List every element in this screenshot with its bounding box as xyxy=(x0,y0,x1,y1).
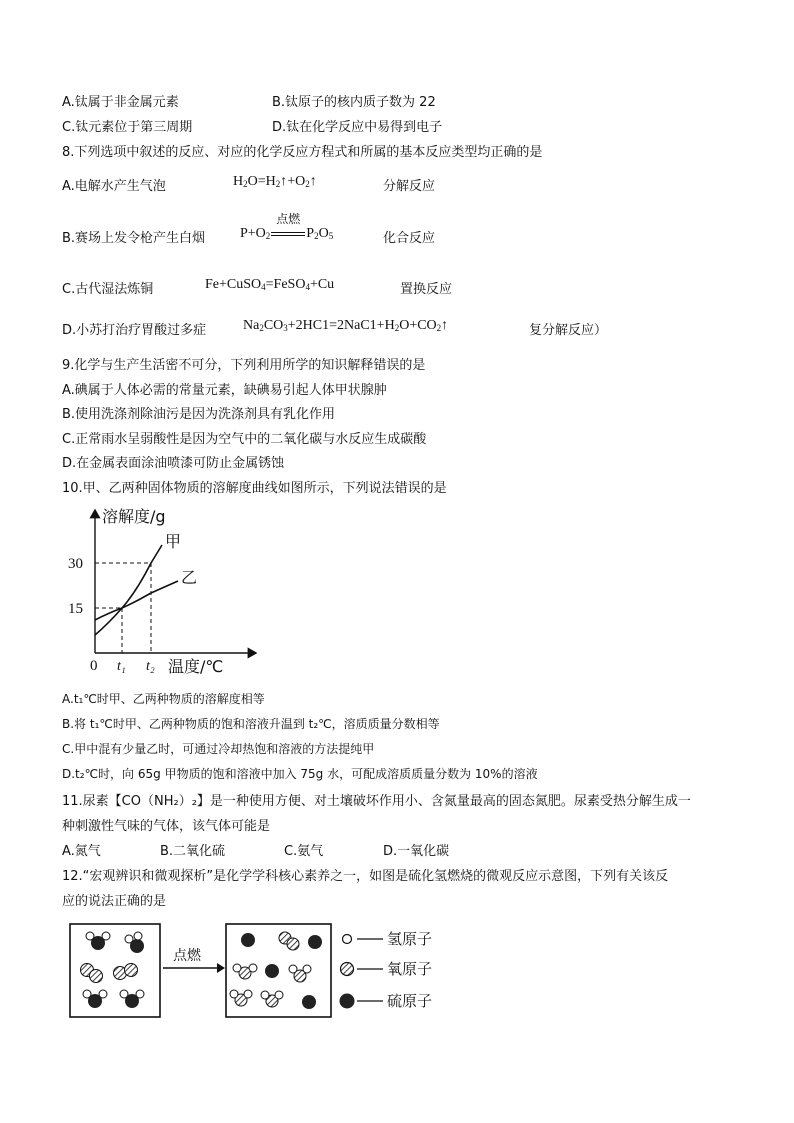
series-label: 乙 xyxy=(181,568,198,587)
reaction-condition: 点燃 xyxy=(173,948,201,964)
q9-option-d: D.在金属表面涂油喷漆可防止金属锈蚀 xyxy=(62,456,285,471)
q9-option-c: C.正常雨水呈弱酸性是因为空气中的二氧化碳与水反应生成碳酸 xyxy=(62,432,427,447)
q10-stem: 10.甲、乙两种固体物质的溶解度曲线如图所示，下列说法错误的是 xyxy=(62,481,447,496)
sulfur-atom xyxy=(241,933,255,947)
sulfur-atom xyxy=(308,935,322,949)
q11-option-d: D.一氧化碳 xyxy=(383,844,450,859)
q8-option-a-label: A.电解水产生气泡 xyxy=(62,179,166,194)
q8-option-b-equation: $P+O_2$ 点燃 $P_2O_5$ xyxy=(240,212,334,241)
q11-stem-line2: 种刺激性气味的气体，该气体可能是 xyxy=(62,819,271,834)
q7-option-a: A.钛属于非金属元素 xyxy=(62,95,179,110)
q8-option-c-label: C.古代湿法炼铜 xyxy=(62,282,154,297)
reaction-diagram xyxy=(65,918,465,1028)
sulfur-atom xyxy=(302,995,316,1009)
q11-option-b: B.二氧化硫 xyxy=(160,844,226,859)
q8-option-d-equation: $Na_2CO_3+2HC1=2NaC1+H_2O+CO_2↑$ xyxy=(243,318,449,333)
legend-sulfur-label: 硫原子 xyxy=(387,992,433,1010)
legend-hydrogen xyxy=(343,930,433,948)
q8-option-c-type: 置换反应 xyxy=(400,282,453,297)
q8-option-a-type: 分解反应 xyxy=(383,179,436,194)
q8-option-a-equation: $H_2O=H_2↑+O_2↑$ xyxy=(233,174,317,189)
origin-label: 0 xyxy=(90,658,98,674)
q8-option-b-condition: 点燃 xyxy=(276,212,301,226)
q10-option-b: B.将 t₁℃时甲、乙两种物质的饱和溶液升温到 t₂℃，溶质质量分数相等 xyxy=(62,717,440,731)
x-axis-label: 温度/℃ xyxy=(168,657,224,676)
y-tick-label: 15 xyxy=(68,601,83,617)
q8-option-b-type: 化合反应 xyxy=(383,231,436,246)
q7-option-c: C.钛元素位于第三周期 xyxy=(62,120,193,135)
y-tick-label: 30 xyxy=(68,556,83,572)
q9-option-b: B.使用洗涤剂除油污是因为洗涤剂具有乳化作用 xyxy=(62,407,336,422)
y-axis-label: 溶解度/g xyxy=(102,507,166,526)
q11-stem-line1: 11.尿素【CO（NH₂）₂】是一种使用方便、对土壤破坏作用小、含氮量最高的固态氮肥。尿素受热分解生成一 xyxy=(62,794,691,809)
q9-option-a: A.碘属于人体必需的常量元素，缺碘易引起人体甲状腺肿 xyxy=(62,383,387,398)
q10-option-c: C.甲中混有少量乙时，可通过冷却热饱和溶液的方法提纯甲 xyxy=(62,742,375,756)
sulfur-atom xyxy=(265,964,279,978)
legend-oxygen xyxy=(341,960,433,978)
q7-option-b: B.钛原子的核内质子数为 22 xyxy=(272,95,436,110)
x-tick-label: t₁ xyxy=(117,659,126,674)
q8-option-c-equation: Fe+CuSO$_4$=FeSO$_4$+Cu xyxy=(205,277,335,292)
q10-option-d: D.t₂℃时，向 65g 甲物质的饱和溶液中加入 75g 水，可配成溶质质量分数为 10%的溶液 xyxy=(62,767,538,781)
series-label: 甲 xyxy=(165,532,182,551)
q8-option-d-type: 复分解反应） xyxy=(529,323,608,338)
q11-option-a: A.氮气 xyxy=(62,844,101,859)
q9-stem: 9.化学与生产生活密不可分，下列利用所学的知识解释错误的是 xyxy=(62,358,426,373)
q12-stem-line1: 12.“宏观辨识和微观探析”是化学学科核心素养之一，如图是硫化氢燃烧的微观反应示意图，下列有关该反 xyxy=(62,869,669,884)
q8-option-b-label: B.赛场上发令枪产生白烟 xyxy=(62,231,206,246)
series-line-jia xyxy=(95,545,162,635)
series-line-yi xyxy=(95,581,178,620)
q11-option-c: C.氨气 xyxy=(284,844,324,859)
solubility-chart xyxy=(60,500,260,680)
legend-hydrogen-label: 氢原子 xyxy=(387,930,433,948)
q12-stem-line2: 应的说法正确的是 xyxy=(62,894,167,909)
q8-option-d-label: D.小苏打治疗胃酸过多症 xyxy=(62,323,207,338)
q10-option-a: A.t₁℃时甲、乙两种物质的溶解度相等 xyxy=(62,692,265,706)
x-tick-label: t₂ xyxy=(146,659,155,674)
q8-stem: 8.下列选项中叙述的反应、对应的化学反应方程式和所属的基本反应类型均正确的是 xyxy=(62,145,543,160)
q7-option-d: D.钛在化学反应中易得到电子 xyxy=(272,120,443,135)
legend-oxygen-label: 氧原子 xyxy=(387,960,433,978)
legend-sulfur xyxy=(340,992,433,1010)
